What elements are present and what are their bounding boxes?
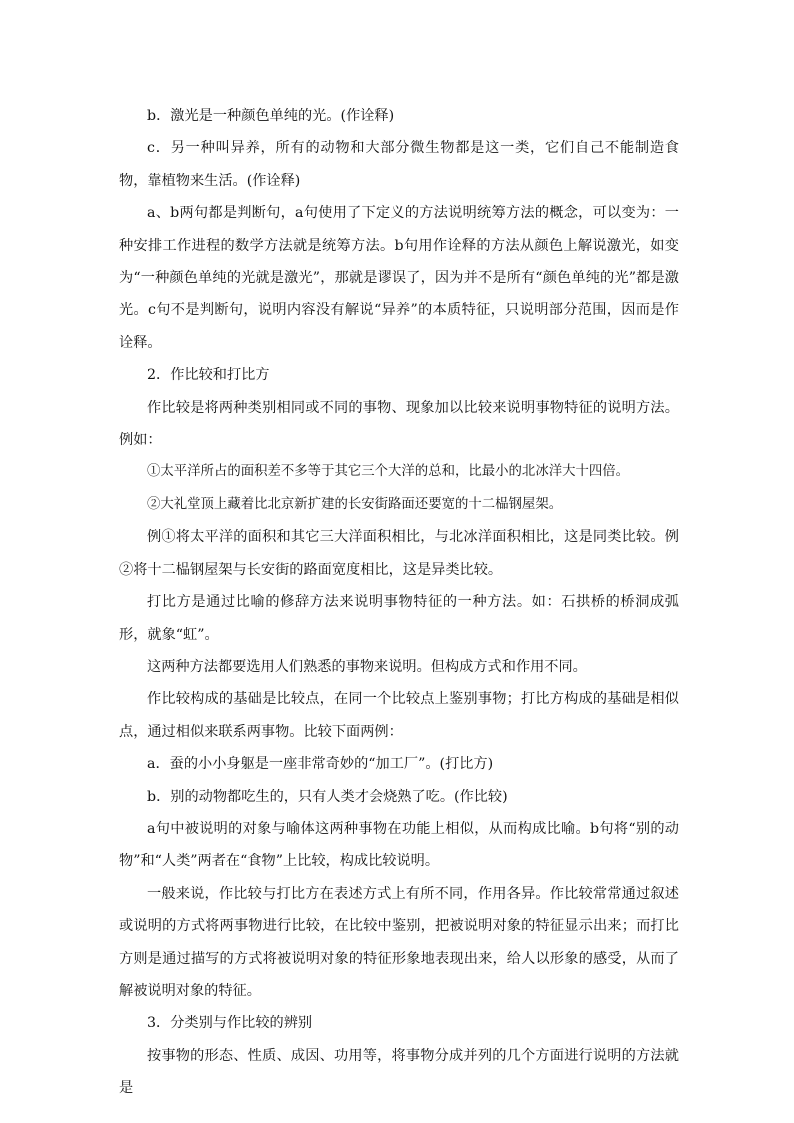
paragraph-example-b-cooked: b．别的动物都吃生的，只有人类才会烧熟了吃。(作比较)	[147, 788, 508, 805]
paragraph-example-a-silkworm: a．蚕的小小身躯是一座非常奇妙的“加工厂”。(打比方)	[147, 756, 494, 773]
paragraph-general-difference: 一般来说，作比较与打比方在表述方式上有所不同，作用各异。作比较常常通过叙述或说明的方式将两事物进行比较，在比较中鉴别，把被说明对象的特征显示出来；而打比方则是通过描写的方式将被说明对象的特征形象地表现出来，给人以形象的感受，从而了解被说明对象的特征。	[119, 885, 679, 999]
paragraph-abc-analysis: a、b两句都是判断句，a句使用了下定义的方法说明统筹方法的概念，可以变为：一种安排工作进程的数学方法就是统筹方法。b句用作诠释的方法从颜色上解说激光，如变为“一种颜色单纯的光就是激光”，那就是谬误了，因为并不是所有“颜色单纯的光”都是激光。c句不是判断句，说明内容没有解说“异养”的本质特征，只说明部分范围，因而是作诠释。	[119, 205, 679, 351]
paragraph-ab-analysis: a句中被说明的对象与喻体这两种事物在功能上相似，从而构成比喻。b句将“别的动物”和“人类”两者在“食物”上比较，构成比较说明。	[119, 820, 679, 870]
paragraph-metaphor-definition: 打比方是通过比喻的修辞方法来说明事物特征的一种方法。如：石拱桥的桥洞成弧形，就象“虹”。	[119, 594, 679, 643]
paragraph-example-analysis: 例①将太平洋的面积和其它三大洋面积相比，与北冰洋面积相比，这是同类比较。例②将十二榀钢屋架与长安街的路面宽度相比，这是异类比较。	[119, 529, 679, 578]
paragraph-basis: 作比较构成的基础是比较点，在同一个比较点上鉴别事物；打比方构成的基础是相似点，通过相似来联系两事物。比较下面两例：	[119, 691, 679, 740]
paragraph-classification-definition: 按事物的形态、性质、成因、功用等，将事物分成并列的几个方面进行说明的方法就是	[119, 1047, 679, 1097]
paragraph-c-heterotroph: c．另一种叫异养，所有的动物和大部分微生物都是这一类，它们自己不能制造食物，靠植物来生活。(作诠释)	[119, 140, 679, 189]
paragraph-comparison-definition: 作比较是将两种类别相同或不同的事物、现象加以比较来说明事物特征的说明方法。例如：	[119, 399, 679, 449]
example-2-auditorium: ②大礼堂顶上藏着比北京新扩建的长安街路面还要宽的十二榀钢屋架。	[147, 496, 563, 512]
section-heading-classification: 3．分类别与作比较的辨别	[147, 1015, 313, 1032]
document-body	[119, 100, 679, 1105]
paragraph-both-methods: 这两种方法都要选用人们熟悉的事物来说明。但构成方式和作用不同。	[147, 658, 587, 675]
paragraph-b-laser: b．激光是一种颜色单纯的光。(作诠释)	[147, 108, 395, 124]
section-heading-comparison-metaphor: 2．作比较和打比方	[147, 367, 270, 384]
example-1-pacific: ①太平洋所占的面积差不多等于其它三个大洋的总和，比最小的北冰洋大十四倍。	[147, 464, 630, 480]
